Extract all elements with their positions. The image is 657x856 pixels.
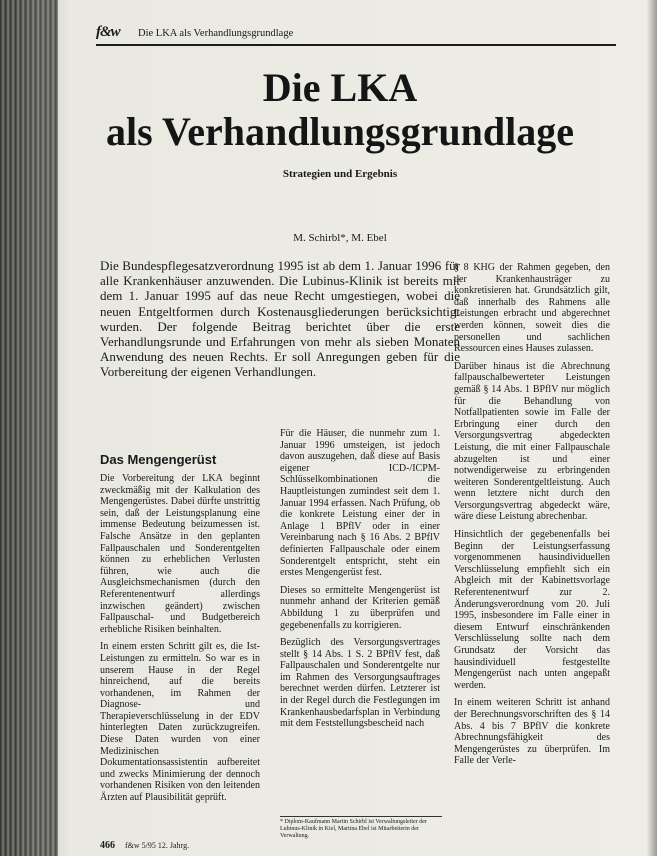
section-heading: Das Mengengerüst [100, 452, 217, 467]
page-folio [100, 840, 189, 851]
paragraph: In einem ersten Schritt gilt es, die Ist-Leistungen zu ermitteln. So war es in unserem Hause in der Regel hinreichend, auf die bereits vorhandenen, im Rahmen der Diagnose- und Therapieverschlüsselung in der EDV hinterlegten Daten zurückzugreifen. Diese Daten wurden von einer Medizinischen Dokumentationsassistentin aufbereitet und zwecks Minimierung der dennoch vorhandenen Risiken von den leitenden Ärzten auf Plausibilität geprüft. [100, 641, 260, 804]
column-1 [100, 452, 260, 810]
article-authors: M. Schirbl*, M. Ebel [293, 232, 387, 244]
journal-issue: f&w 5/95 12. Jahrg. [125, 841, 190, 850]
paragraph: Bezüglich des Versorgungsvertrages stellt § 14 Abs. 1 S. 2 BPflV fest, daß Fallpauschalen und Sonderentgelte nur im Rahmen des Versorgungsauftrages berechnet werden dürfen. Letzterer ist in der Regel durch die Festlegungen im Krankenhausbedarfsplan in Verbindung mit dem Feststellungsbescheid nach [280, 637, 440, 730]
article-title-line2: als Verhandlungsgrundlage [106, 109, 574, 154]
page-number: 466 [100, 840, 115, 851]
paragraph: In einem weiteren Schritt ist anhand der Berechnungsvorschriften des § 14 Abs. 4 bis 7 BPflV die konkrete Abrechnungsfähigkeit des Mengengerüstes zu überprüfen. Im Falle der Verle- [454, 697, 610, 767]
column-3 [454, 262, 610, 773]
paragraph: Hinsichtlich der gegebenenfalls bei Beginn der Leistungserfassung vorgenommenen hausindividuellen Verschlüsselung empfiehlt sich ein Abgleich mit der Kabinettsvorlage Referentenentwurf zur 2. Änderungsverordnung vom 20. Juli 1995, insbesondere im Falle einer in diesem Entwurf einschränkenden Verschlüsselung sollte nach dem Grundsatz der Vorsicht das hausindividuell festgestellte Mengengerüst nach unten angepaßt werden. [454, 529, 610, 691]
paragraph: Darüber hinaus ist die Abrechnung fallpauschalbewerteter Leistungen gemäß § 14 Abs. 1 BPflV nur möglich für die Behandlung von Notfallpatienten sowie im Falle der Erbringung einer durch den Versorgungsvertrag abgedeckten Leistung, die mit einer Fallpauschale abzugelten ist und einer notwendigerweise zu erbringenden weiteren Sonderentgeltleistung. Auch wenn letztere nicht durch den Versorgungsvertrag abgedeckt wäre, wäre diese Leistung abrechenbar. [454, 360, 610, 523]
article-title-line1: Die LKA [262, 65, 418, 110]
paragraph: § 8 KHG der Rahmen gegeben, den der Krankenhausträger zu konkretisieren hat. Grundsätzlich gilt, daß innerhalb des Rahmens alle Leistungen erbracht und abgerechnet werden können, soweit dies die personellen und sachlichen Ressourcen eines Hauses zulassen. [454, 262, 610, 355]
journal-logo: f&w [96, 24, 120, 40]
book-binding [0, 0, 58, 856]
running-header [96, 26, 616, 46]
paragraph: Dieses so ermittelte Mengengerüst ist nunmehr anhand der Kriterien gemäß Abbildung 1 zu überprüfen und gegebenenfalls zu korrigieren. [280, 584, 440, 631]
footnote: * Diplom-Kaufmann Martin Schirbl ist Verwaltungsleiter der Lubinus-Klinik in Kiel, Martina Ebel ist Mitarbeiterin der Verwaltung. [280, 816, 442, 840]
running-head-text: Die LKA als Verhandlungsgrundlage [138, 28, 294, 39]
paragraph: Für die Häuser, die nunmehr zum 1. Januar 1996 umsteigen, ist jedoch davon auszugehen, daß diese auf Basis eigener ICD-/ICPM-Schlüsselkombinationen die Hauptleistungen zumindest seit dem 1. Januar 1994 erfassen. Nach Prüfung, ob die konkrete Leistung einer der in Anlage 1 BPflV oder in einer Vereinbarung nach § 16 Abs. 2 BPflV definierten Fallpauschale oder einem Sonderentgelt entspricht, steht ein erstes Mengengerüst fest. [280, 428, 440, 579]
paragraph: Die Vorbereitung der LKA beginnt zweckmäßig mit der Kalkulation des Mengengerüstes. Dabei dürfte unstrittig sein, daß der Leistungsplanung eine immense Bedeutung beizumessen ist. Falsche Ansätze in den geplanten Fallpauschalen und Sonderentgelten können zu erheblichen Verlusten führen, wie auch die Ausgleichsmechanismen (durch den Referentenentwurf allerdings inzwischen geändert) zwischen Fallpauschal- und Budgetbereich erhebliche Risiken beinhalten. [100, 473, 260, 635]
column-2 [280, 428, 440, 736]
article-subtitle: Strategien und Ergebnis [282, 168, 398, 180]
article-lead: Die Bundespflegesatzverordnung 1995 ist ab dem 1. Januar 1996 für alle Krankenhäuser anzuwenden. Die Lubinus-Klinik ist bereits mit dem 1. Januar 1995 auf das neue Recht umgestiegen, wobei die neuen Entgeltformen durch Kostenausgliederungen berücksichtigt wurden. Der folgende Beitrag berichtet über die erste Verhandlungsrunde und Erfahrungen von mehr als sieben Monaten Anwendung des neuen Rechts. Er soll Anregungen geben für die Vorbereitung der eigenen Verhandlungen. [100, 258, 460, 380]
page-edge [647, 0, 657, 856]
